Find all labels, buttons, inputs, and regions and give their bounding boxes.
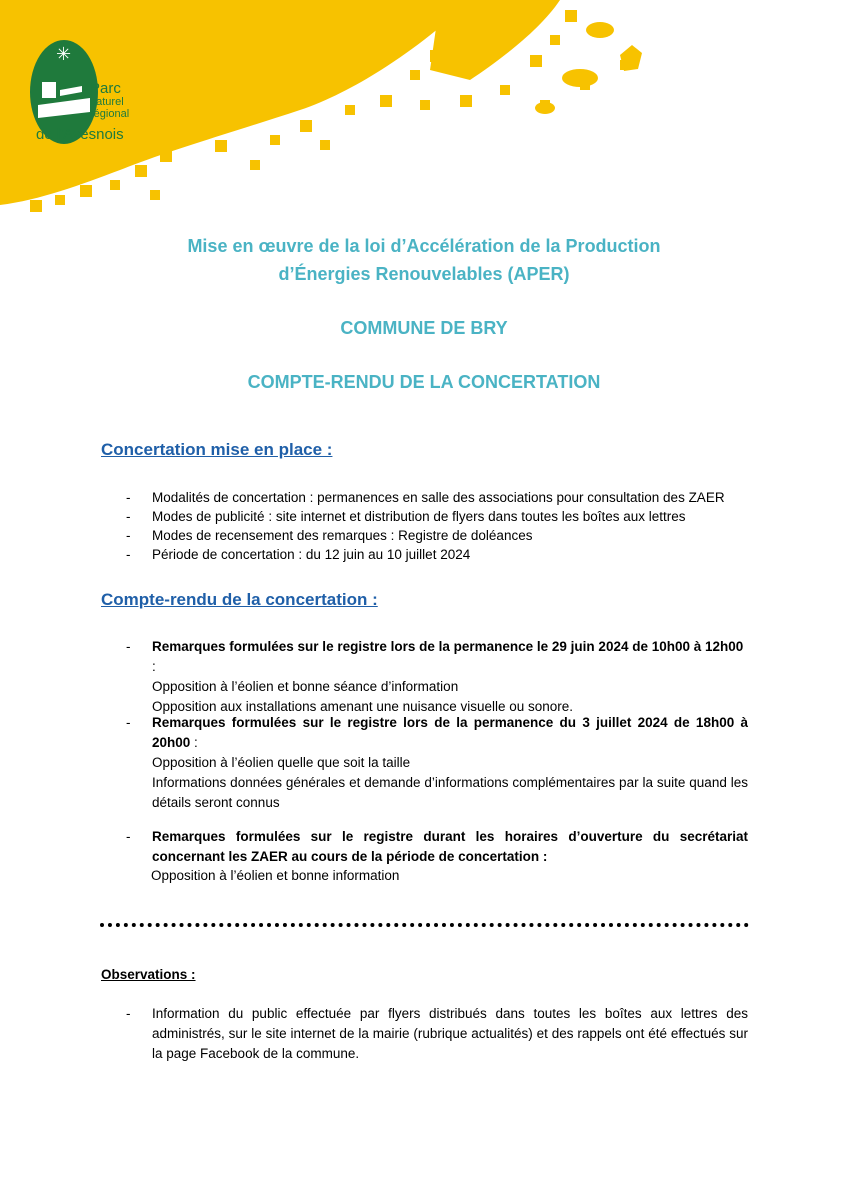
section-heading-concertation: Concertation mise en place : [101,440,333,459]
list-bullet: - [126,829,131,844]
list-bullet: - [126,490,131,505]
list-bullet: - [126,528,131,543]
list-item: Modalités de concertation : permanences en salle des associations pour consultation des ZAER [152,490,725,505]
logo-text-avesnois: de l'Avesnois [36,126,124,143]
list-item: Modes de publicité : site internet et distribution de flyers dans toutes les boîtes aux lettres [152,509,686,524]
dotted-separator [100,923,749,927]
commune-title: COMMUNE DE BRY [340,318,508,338]
remark-title: Remarques formulées sur le registre lors de la permanence le 29 juin 2024 de 10h00 à 12h00 [152,639,744,654]
list-item: Période de concertation : du 12 juin au 10 juillet 2024 [152,547,471,562]
document-title-line2: d’Énergies Renouvelables (APER) [278,264,570,284]
list-item: Information du public effectuée par flyers distribués dans toutes les boîtes aux lettres des administrés, sur le site internet de la mairie (rubrique actualités) et des rappels ont été effectués sur la page Facebook de la commune. [152,1006,748,1061]
remark-title-suffix: : [190,735,198,750]
remark-line: Opposition à l’éolien et bonne information [151,868,400,883]
list-bullet: - [126,547,131,562]
remark-title-suffix: : [152,659,156,674]
section-heading-compte-rendu: Compte-rendu de la concertation : [101,590,378,609]
remark-line: Opposition à l’éolien et bonne séance d’information [152,679,459,694]
list-bullet: - [126,715,131,730]
observations-heading: Observations : [101,967,196,982]
list-bullet: - [126,639,131,654]
remark-title: Remarques formulées sur le registre lors de la permanence du 3 juillet 2024 de 18h00 à 20h00 [152,715,748,750]
list-item: Modes de recensement des remarques : Registre de doléances [152,528,533,543]
list-bullet: - [126,509,131,524]
remark-block [152,827,748,867]
remark-line: Informations données générales et demande d’informations complémentaires par la suite quand les détails seront connus [152,775,748,810]
remark-line: Opposition à l’éolien quelle que soit la taille [152,755,411,770]
remark-title: Remarques formulées sur le registre durant les horaires d’ouverture du secrétariat concernant les ZAER au cours de la période de concertation : [152,829,748,864]
report-title: COMPTE-RENDU DE LA CONCERTATION [247,372,601,392]
logo-text-naturel: naturel [90,96,124,108]
svg-text:✳: ✳ [56,44,72,65]
remark-block [152,713,748,813]
remark-line: Opposition aux installations amenant une nuisance visuelle ou sonore. [152,699,574,714]
document-title-line1: Mise en œuvre de la loi d’Accélération de la Production [187,236,661,256]
remark-block [152,637,748,717]
logo-text-parc: Parc [90,80,121,97]
list-bullet: - [126,1006,131,1021]
logo-text-regional: régional [90,108,130,120]
